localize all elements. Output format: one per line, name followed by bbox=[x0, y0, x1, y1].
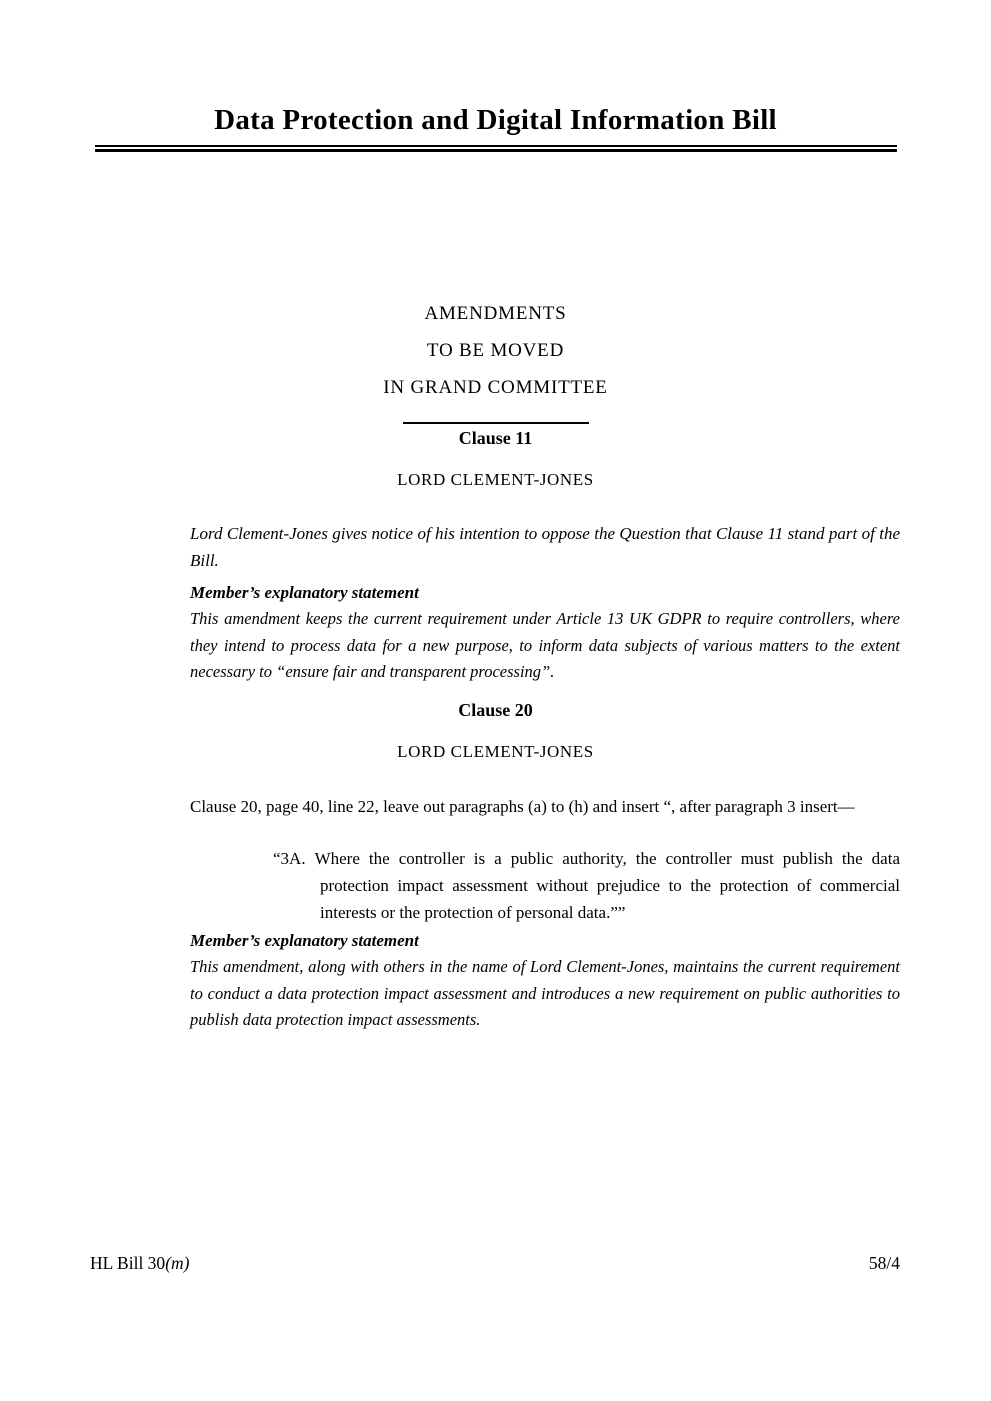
bill-number-text: HL Bill 30 bbox=[90, 1253, 166, 1273]
clause-11-explanatory-text: This amendment keeps the current requirement under Article 13 UK GDPR to require controllers, where they intend to process data for a new purpose, to inform data subjects of various matters to the extent necessary to “ensure fair and transparent processing”. bbox=[190, 609, 900, 681]
clause-20-instruction: Clause 20, page 40, line 22, leave out paragraphs (a) to (h) and insert “, after paragraph 3 insert— bbox=[190, 797, 855, 816]
preamble-in-grand-committee: IN GRAND COMMITTEE bbox=[383, 377, 608, 398]
clause-20-inserted-paragraph bbox=[273, 845, 900, 926]
clause-20-heading: Clause 20 bbox=[458, 700, 533, 720]
clause-11-heading: Clause 11 bbox=[458, 428, 533, 448]
clause-20-mover: LORD CLEMENT-JONES bbox=[397, 742, 594, 761]
preamble-amendments: AMENDMENTS bbox=[424, 303, 567, 324]
preamble-underline bbox=[403, 414, 589, 424]
preamble bbox=[0, 303, 991, 424]
bill-number bbox=[90, 1253, 189, 1274]
clause-11-explanatory-heading: Member’s explanatory statement bbox=[190, 583, 419, 602]
clause-20-explanatory-text: This amendment, along with others in the name of Lord Clement-Jones, maintains the current requirement to conduct a data protection impact assessment and introduces a new requirement on public authorities to publish data protection impact assessments. bbox=[190, 957, 900, 1029]
amendment-sheet-number: 58/4 bbox=[868, 1253, 900, 1273]
bill-number-suffix: (m) bbox=[165, 1253, 190, 1273]
clause-20-explanatory-heading: Member’s explanatory statement bbox=[190, 931, 419, 950]
preamble-to-be-moved: TO BE MOVED bbox=[426, 340, 565, 361]
inserted-paragraph-text: Where the controller is a public authority, the controller must publish the data protection impact assessment without prejudice to the protection of commercial interests or the protection of personal data.”” bbox=[314, 849, 900, 922]
clause-11-notice: Lord Clement-Jones gives notice of his intention to oppose the Question that Clause 11 stand part of the Bill. bbox=[190, 524, 900, 570]
bill-title: Data Protection and Digital Information Bill bbox=[214, 104, 777, 136]
inserted-paragraph-number: “3A. bbox=[273, 849, 306, 868]
clause-11-mover: LORD CLEMENT-JONES bbox=[397, 470, 594, 489]
title-double-rule bbox=[95, 145, 897, 152]
